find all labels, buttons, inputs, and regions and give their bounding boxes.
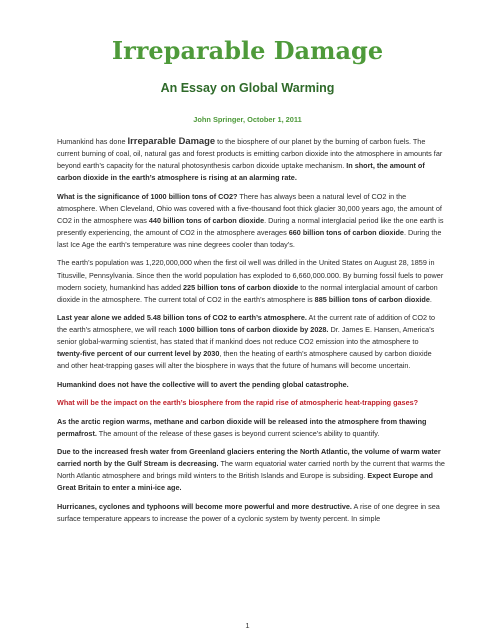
- author-line: John Springer, October 1, 2011: [193, 115, 302, 124]
- paragraph-gulf-stream: Due to the increased fresh water from Greenland glaciers entering the North Atlantic, the volume of warm water carried north by the Gulf Stream is decreasing. The warm equatorial water carried north by the current that warms the North Atlantic atmosphere and brings mild winters to the British Islands and Europe is subsiding. Expect Europe and Great Britain to enter a mini-ice age.: [57, 447, 445, 493]
- document-subtitle: An Essay on Global Warming: [160, 81, 335, 95]
- paragraph-intro: Humankind has done Irreparable Damage to the biosphere of our planet by the burning of carbon fuels. The current burning of coal, oil, natural gas and forest products is emitting carbon dioxide into the atmosphere in amounts far beyond earth’s capacity for the natural photosynthesis carbon dioxide uptake mechanism. In short, the amount of carbon dioxide in the earth’s atmosphere is rising at an alarming rate.: [57, 135, 443, 183]
- paragraph-significance: What is the significance of 1000 billion tons of CO2? There has always been a natural level of CO2 in the atmosphere. When Cleveland, Ohio was covered with a five-thousand foot thick glacier 30,000 years ago, the amount of CO2 in the atmosphere was 440 billion tons of carbon dioxide. During a normal interglacial period like the one earth is presently experiencing, the amount of CO2 in the atmosphere averages 660 billion tons of carbon dioxide. During the last Ice Age the earth’s temperature was nine degrees cooler than today’s.: [57, 191, 444, 250]
- paragraph-collective-will: Humankind does not have the collective will to avert the pending global catastrophe.: [57, 379, 349, 389]
- paragraph-question-impact: What will be the impact on the earth’s biosphere from the rapid rise of atmospheric heat-trapping gases?: [57, 398, 419, 408]
- paragraph-population: The earth’s population was 1,220,000,000 when the first oil well was drilled in the United States on August 28, 1859 in Titusville, Pennsylvania. Since then the world population has exploded to 6,660,000.000. By burning fossil fuels to power modern society, humankind has added 225 billion tons of carbon dioxide to the normal interglacial amount of carbon dioxide in the atmosphere. The current total of CO2 in the earth’s atmosphere is 885 billion tons of carbon dioxide.: [57, 258, 444, 304]
- paragraph-last-year: Last year alone we added 5.48 billion tons of CO2 to earth’s atmosphere. At the current rate of addition of CO2 to the earth’s atmosphere, we will reach 1000 billion tons of carbon dioxide by 2028. Dr. James E. Hansen, America’s senior global-warming scientist, has stated that if mankind does not reduce CO2 emission into the atmosphere to twenty-five percent of our current level by 2030, then the heating of earth’s atmosphere caused by carbon dioxide and other heat-trapping gases will alter the biosphere in ways that the future of humans will become uncertain.: [57, 313, 436, 371]
- essay-body: [57, 135, 445, 531]
- paragraph-hurricanes: Hurricanes, cyclones and typhoons will become more powerful and more destructive. A rise of one degree in sea surface temperature appears to increase the power of a cyclonic system by twenty percent. In simple: [57, 501, 440, 523]
- document-title: Irreparable Damage: [111, 36, 384, 65]
- page-number: 1: [245, 621, 250, 630]
- paragraph-arctic: As the arctic region warms, methane and carbon dioxide will be released into the atmosphere from thawing permafrost. The amount of the release of these gases is beyond current science’s ability to quantify.: [57, 416, 427, 438]
